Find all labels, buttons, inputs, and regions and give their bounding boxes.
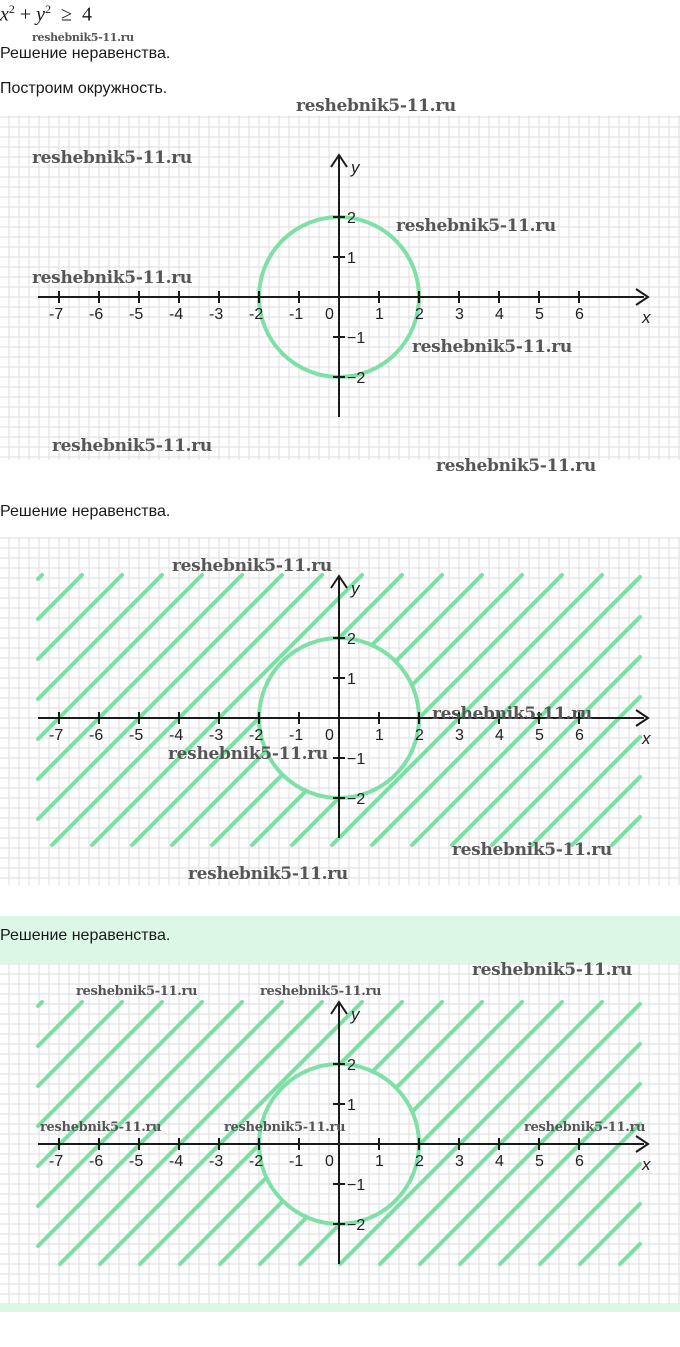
x-tick-label: 1 <box>375 306 384 323</box>
x-tick-label: -2 <box>249 306 264 323</box>
watermark: reshebnik5-11.ru <box>412 337 572 357</box>
x-tick-label: -5 <box>129 306 144 323</box>
x-tick-label: 0 <box>325 727 334 744</box>
section-title: Решение неравенства. <box>0 503 171 520</box>
x-tick-label: 4 <box>495 306 504 323</box>
x-tick-label: 0 <box>325 306 334 323</box>
x-tick-label: 2 <box>415 727 424 744</box>
inequality-formula: $x^2 + y^2 \ge 4$ <box>0 2 93 26</box>
x-tick-label: -3 <box>209 1153 224 1170</box>
watermark: reshebnik5-11.ru <box>432 704 592 724</box>
watermark: reshebnik5-11.ru <box>40 1120 162 1135</box>
x-tick-label: -1 <box>289 306 304 323</box>
x-tick-label: -6 <box>89 1153 104 1170</box>
x-tick-label: 3 <box>455 727 464 744</box>
x-tick-label: -7 <box>49 727 64 744</box>
section-subtitle: Построим окружность. <box>0 80 168 97</box>
watermark: reshebnik5-11.ru <box>524 1120 646 1135</box>
y-axis-label: y <box>351 579 360 598</box>
x-tick-label: -1 <box>289 1153 304 1170</box>
hatch-line <box>38 575 42 579</box>
x-axis-label: x <box>642 729 651 748</box>
x-tick-label: -5 <box>129 1153 144 1170</box>
watermark: reshebnik5-11.ru <box>224 1120 346 1135</box>
y-tick-label: 2 <box>347 631 356 648</box>
hatch-line <box>52 575 322 845</box>
x-tick-label: 2 <box>415 1153 424 1170</box>
x-tick-label: -3 <box>209 727 224 744</box>
x-tick-label: 4 <box>495 1153 504 1170</box>
y-axis-label: y <box>351 158 360 177</box>
watermark: reshebnik5-11.ru <box>296 96 456 116</box>
hatch-line <box>38 575 162 699</box>
hatch-line <box>38 575 282 819</box>
section-title: Решение неравенства. <box>0 45 171 62</box>
x-tick-label: -4 <box>169 1153 184 1170</box>
x-axis-label: x <box>642 1155 651 1174</box>
watermark: reshebnik5-11.ru <box>32 31 134 44</box>
watermark: reshebnik5-11.ru <box>260 984 382 999</box>
watermark: reshebnik5-11.ru <box>52 436 212 456</box>
hatch-line <box>572 777 640 845</box>
watermark: reshebnik5-11.ru <box>172 556 332 576</box>
x-tick-label: -1 <box>289 727 304 744</box>
x-tick-label: -6 <box>89 306 104 323</box>
x-tick-label: 0 <box>325 1153 334 1170</box>
y-tick-label: −2 <box>347 370 366 387</box>
watermark: reshebnik5-11.ru <box>472 960 632 980</box>
x-tick-label: 2 <box>415 306 424 323</box>
watermark: reshebnik5-11.ru <box>396 216 556 236</box>
x-tick-label: -5 <box>129 727 144 744</box>
x-axis-label: x <box>642 308 651 327</box>
y-tick-label: 2 <box>347 1057 356 1074</box>
y-tick-label: −1 <box>347 751 366 768</box>
x-tick-label: -4 <box>169 727 184 744</box>
x-tick-label: 5 <box>535 727 544 744</box>
x-tick-label: -2 <box>249 1153 264 1170</box>
y-tick-label: −1 <box>347 1177 366 1194</box>
hatch-line <box>172 575 442 845</box>
y-tick-label: 1 <box>347 250 356 267</box>
watermark: reshebnik5-11.ru <box>32 268 192 288</box>
y-tick-label: −2 <box>347 1217 366 1234</box>
hatch-line <box>92 575 362 845</box>
watermark: reshebnik5-11.ru <box>76 984 198 999</box>
x-tick-label: 5 <box>535 306 544 323</box>
x-tick-label: -3 <box>209 306 224 323</box>
x-tick-label: -7 <box>49 306 64 323</box>
y-tick-label: 1 <box>347 1097 356 1114</box>
x-tick-label: -4 <box>169 306 184 323</box>
watermark: reshebnik5-11.ru <box>188 864 348 884</box>
x-tick-label: -7 <box>49 1153 64 1170</box>
x-tick-label: 3 <box>455 1153 464 1170</box>
watermark: reshebnik5-11.ru <box>436 456 596 476</box>
section-title: Решение неравенства. <box>0 927 171 944</box>
x-tick-label: -6 <box>89 727 104 744</box>
x-tick-label: 4 <box>495 727 504 744</box>
hatch-line <box>38 575 202 739</box>
x-tick-label: 3 <box>455 306 464 323</box>
highlight-band <box>0 1304 680 1312</box>
watermark: reshebnik5-11.ru <box>32 148 192 168</box>
y-tick-label: −1 <box>347 330 366 347</box>
hatch-line <box>38 1002 42 1006</box>
hatch-line <box>38 575 82 619</box>
x-tick-label: 5 <box>535 1153 544 1170</box>
hatch-line <box>452 657 640 845</box>
watermark: reshebnik5-11.ru <box>168 744 328 764</box>
y-tick-label: 1 <box>347 671 356 688</box>
x-tick-label: 6 <box>575 727 584 744</box>
watermark: reshebnik5-11.ru <box>452 840 612 860</box>
hatch-line <box>612 817 640 845</box>
x-tick-label: 1 <box>375 727 384 744</box>
y-tick-label: 2 <box>347 210 356 227</box>
x-tick-label: 6 <box>575 306 584 323</box>
y-axis-label: y <box>351 1005 360 1024</box>
x-tick-label: 1 <box>375 1153 384 1170</box>
x-tick-label: -2 <box>249 727 264 744</box>
x-tick-label: 6 <box>575 1153 584 1170</box>
y-tick-label: −2 <box>347 791 366 808</box>
